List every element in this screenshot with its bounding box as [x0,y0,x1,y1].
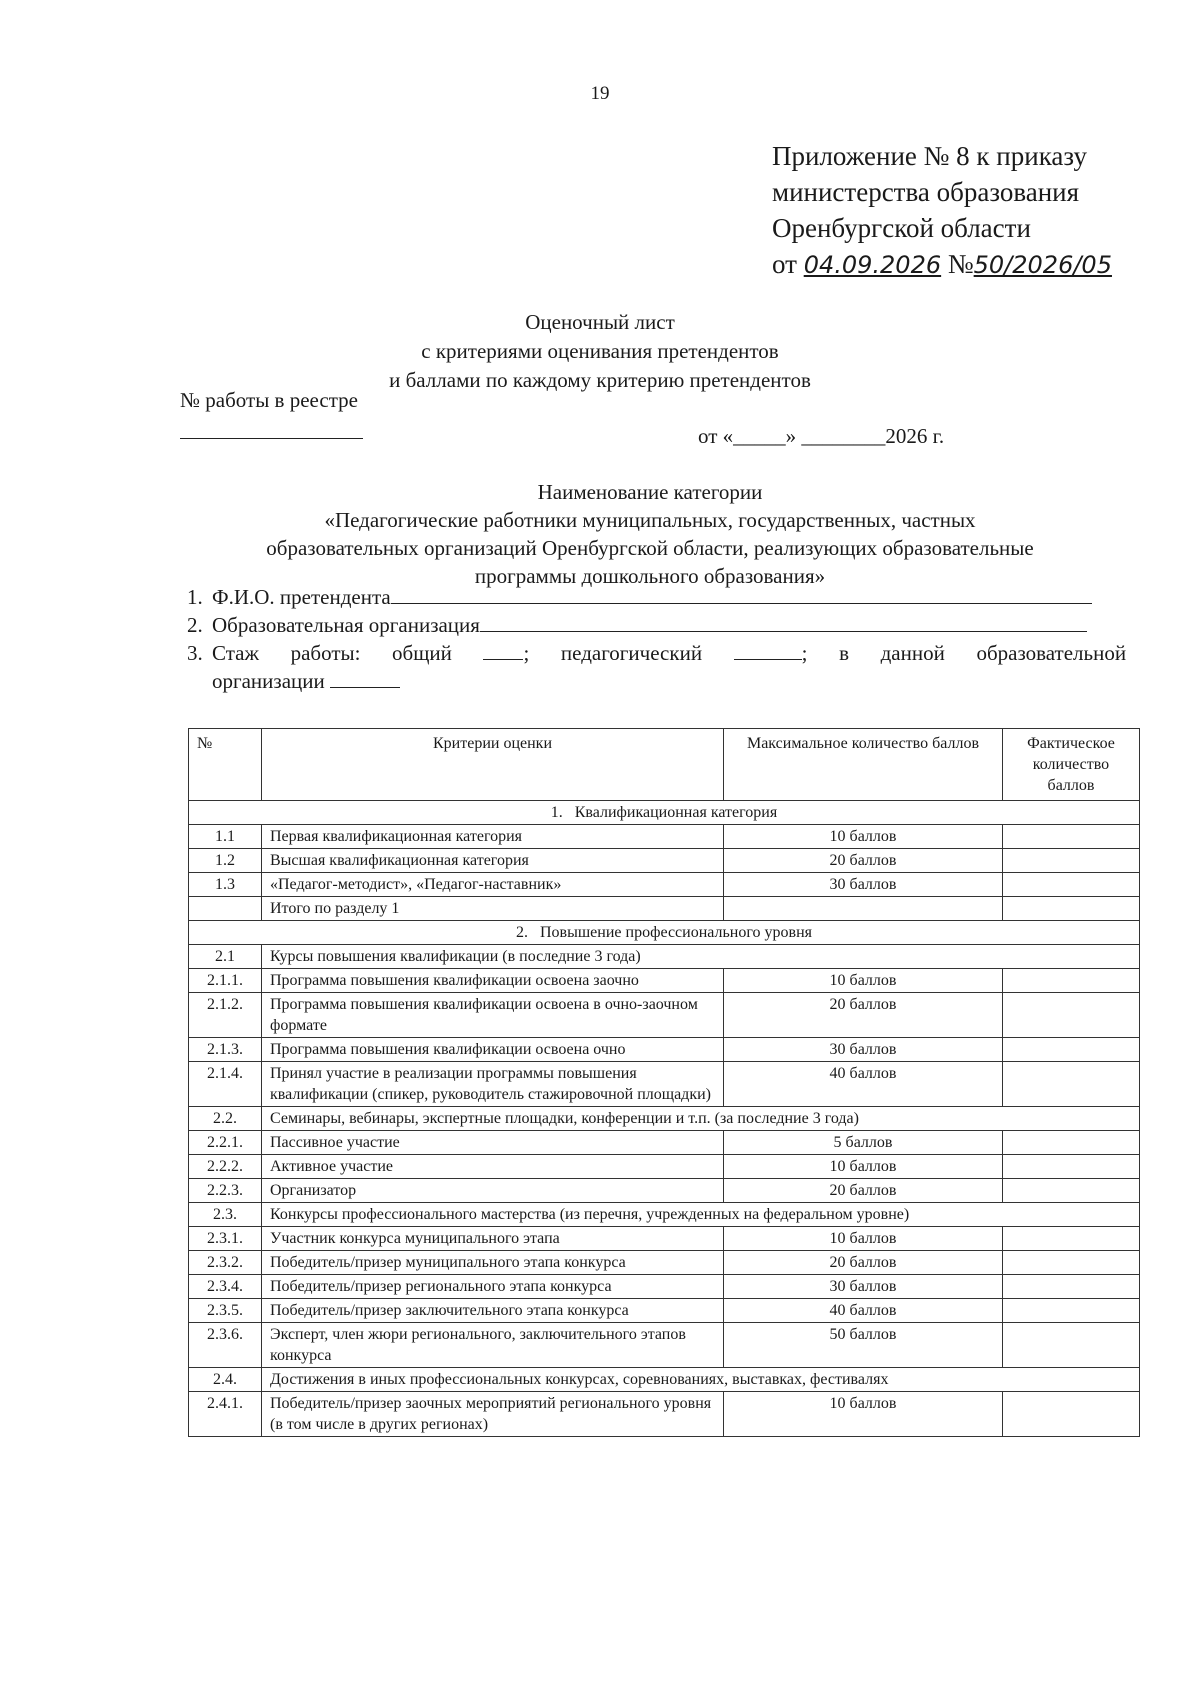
row-number: 2.2.2. [189,1155,262,1179]
criterion-text: Победитель/призер муниципального этапа конкурса [262,1251,724,1275]
table-row [189,1368,1140,1392]
criterion-text: Участник конкурса муниципального этапа [262,1227,724,1251]
criterion-text: Первая квалификационная категория [262,825,724,849]
actual-points-cell[interactable] [1003,1179,1140,1203]
criterion-text: «Педагог-методист», «Педагог-наставник» [262,873,724,897]
table-row [189,969,1140,993]
max-points: 10 баллов [724,1155,1003,1179]
criterion-text: Программа повышения квалификации освоена очно [262,1038,724,1062]
field-organization: 2. Образовательная организация [208,611,1126,639]
actual-points-cell[interactable] [1003,1251,1140,1275]
table-row [189,1155,1140,1179]
registry-label: № работы в реестре [180,388,358,412]
subsection-heading: Достижения в иных профессиональных конкурсах, соревнованиях, выставках, фестивалях [262,1368,1140,1392]
table-row [189,825,1140,849]
table-row [189,1038,1140,1062]
actual-points-cell[interactable] [1003,969,1140,993]
row-number: 1.2 [189,849,262,873]
criterion-text: Высшая квалификационная категория [262,849,724,873]
criteria-table [188,728,1140,1437]
max-points: 10 баллов [724,825,1003,849]
row-number: 2.3.1. [189,1227,262,1251]
row-number: 2.3. [189,1203,262,1227]
max-points: 20 баллов [724,849,1003,873]
appendix-line-2: министерства образования [772,177,1080,207]
table-row [189,945,1140,969]
actual-points-cell[interactable] [1003,1227,1140,1251]
order-number-handwritten: 50/2026/05 [973,251,1112,279]
row-number: 2.3.6. [189,1323,262,1368]
table-row [189,1062,1140,1107]
actual-points-cell[interactable] [1003,1299,1140,1323]
row-number: 2.1.2. [189,993,262,1038]
table-row [189,873,1140,897]
order-from-label: от [772,249,797,279]
criterion-text: Победитель/призер заключительного этапа конкурса [262,1299,724,1323]
actual-points-cell[interactable] [1003,993,1140,1038]
table-row [189,1179,1140,1203]
table-body [189,801,1140,1437]
criterion-text: Активное участие [262,1155,724,1179]
table-row [189,1203,1140,1227]
row-number: 2.4. [189,1368,262,1392]
max-points: 50 баллов [724,1323,1003,1368]
order-number-sign: № [947,249,974,279]
max-points: 5 баллов [724,1131,1003,1155]
header-number: № [189,729,262,801]
actual-points-cell[interactable] [1003,1038,1140,1062]
subsection-heading: Курсы повышения квалификации (в последние 3 года) [262,945,1140,969]
table-row [189,1251,1140,1275]
row-number: 1.1 [189,825,262,849]
row-number: 2.2.3. [189,1179,262,1203]
table-row [189,1323,1140,1368]
category-heading: Наименование категории [537,480,763,504]
category-line-2: образовательных организаций Оренбургской области, реализующих образовательные [266,536,1034,560]
section-heading: 1. Квалификационная категория [189,801,1140,825]
actual-points-cell[interactable] [1003,1062,1140,1107]
actual-points-cell[interactable] [1003,1131,1140,1155]
experience-pedagogical-input[interactable] [734,641,802,660]
row-number: 2.3.4. [189,1275,262,1299]
table-header-row [189,729,1140,801]
table-row [189,1299,1140,1323]
order-date-handwritten: 04.09.2026 [803,251,942,279]
header-max-points: Максимальное количество баллов [724,729,1003,801]
row-number: 2.1.3. [189,1038,262,1062]
category-line-1: «Педагогические работники муниципальных, государственных, частных [324,508,976,532]
max-points: 40 баллов [724,1062,1003,1107]
row-number: 2.4.1. [189,1392,262,1437]
table-row [189,1392,1140,1437]
actual-points-cell[interactable] [1003,873,1140,897]
criterion-text: Организатор [262,1179,724,1203]
fio-input-line[interactable] [391,585,1092,604]
table-row [189,1131,1140,1155]
subsection-heading: Конкурсы профессионального мастерства (из перечня, учрежденных на федеральном уровне) [262,1203,1140,1227]
max-points: 20 баллов [724,993,1003,1038]
criterion-text: Победитель/призер заочных мероприятий регионального уровня (в том числе в других регионах) [262,1392,724,1437]
criterion-text: Программа повышения квалификации освоена в очно-заочном формате [262,993,724,1038]
actual-points-cell[interactable] [1003,1323,1140,1368]
criterion-text: Принял участие в реализации программы повышения квалификации (спикер, руководитель стажировочной площадки) [262,1062,724,1107]
max-points: 10 баллов [724,969,1003,993]
page-number: 19 [590,83,610,104]
appendix-header [772,138,1112,283]
organization-input-line[interactable] [480,613,1087,632]
table-row [189,921,1140,945]
table-row [189,1227,1140,1251]
experience-total-input[interactable] [483,641,523,660]
row-number: 2.1.1. [189,969,262,993]
max-points: 30 баллов [724,1275,1003,1299]
actual-points-cell[interactable] [1003,849,1140,873]
header-actual-points: Фактическое количество баллов [1003,729,1140,801]
max-points: 10 баллов [724,1227,1003,1251]
appendix-line-3: Оренбургской области [772,213,1031,243]
table-row [189,849,1140,873]
max-points: 30 баллов [724,873,1003,897]
table-row [189,1275,1140,1299]
date-field[interactable]: от «_____» ________2026 г. [698,424,945,448]
table-row [189,1107,1140,1131]
category-line-3: программы дошкольного образования» [474,564,826,588]
document-title [0,308,1200,395]
table-row [189,801,1140,825]
actual-points-cell[interactable] [1003,1392,1140,1437]
row-number: 2.3.2. [189,1251,262,1275]
field-fio: 1. Ф.И.О. претендента [208,583,1126,611]
row-number: 2.1 [189,945,262,969]
section-heading: 2. Повышение профессионального уровня [189,921,1140,945]
actual-points-cell[interactable] [1003,1275,1140,1299]
actual-points-cell[interactable] [1003,897,1140,921]
criterion-text: Победитель/призер регионального этапа конкурса [262,1275,724,1299]
max-points: 40 баллов [724,1299,1003,1323]
field-experience: 3. Стаж работы: общий ; педагогический ; в данной образовательной организации [208,639,1126,695]
max-points: 20 баллов [724,1251,1003,1275]
max-points: 10 баллов [724,1392,1003,1437]
actual-points-cell[interactable] [1003,825,1140,849]
table-row [189,897,1140,921]
max-points: 20 баллов [724,1179,1003,1203]
row-number: 2.3.5. [189,1299,262,1323]
max-points: 30 баллов [724,1038,1003,1062]
row-number: 2.2. [189,1107,262,1131]
criterion-text: Итого по разделу 1 [262,897,724,921]
subsection-heading: Семинары, вебинары, экспертные площадки, конференции и т.п. (за последние 3 года) [262,1107,1140,1131]
criterion-text: Программа повышения квалификации освоена заочно [262,969,724,993]
table-row [189,993,1140,1038]
title-line-2: с критериями оценивания претендентов [421,339,779,363]
experience-organization-input[interactable] [330,669,400,688]
category-block [190,478,1110,590]
row-number: 1.3 [189,873,262,897]
row-number [189,897,262,921]
title-line-1: Оценочный лист [525,310,675,334]
header-criteria: Критерии оценки [262,729,724,801]
criterion-text: Эксперт, член жюри регионального, заключительного этапов конкурса [262,1323,724,1368]
appendix-line-1: Приложение № 8 к приказу [772,141,1087,171]
appendix-order-line [772,246,1112,283]
title-line-3: и баллами по каждому критерию претендентов [389,368,811,392]
criterion-text: Пассивное участие [262,1131,724,1155]
row-number: 2.1.4. [189,1062,262,1107]
row-number: 2.2.1. [189,1131,262,1155]
max-points [724,897,1003,921]
registry-number-field[interactable] [180,438,363,439]
applicant-fields [180,583,1126,695]
actual-points-cell[interactable] [1003,1155,1140,1179]
